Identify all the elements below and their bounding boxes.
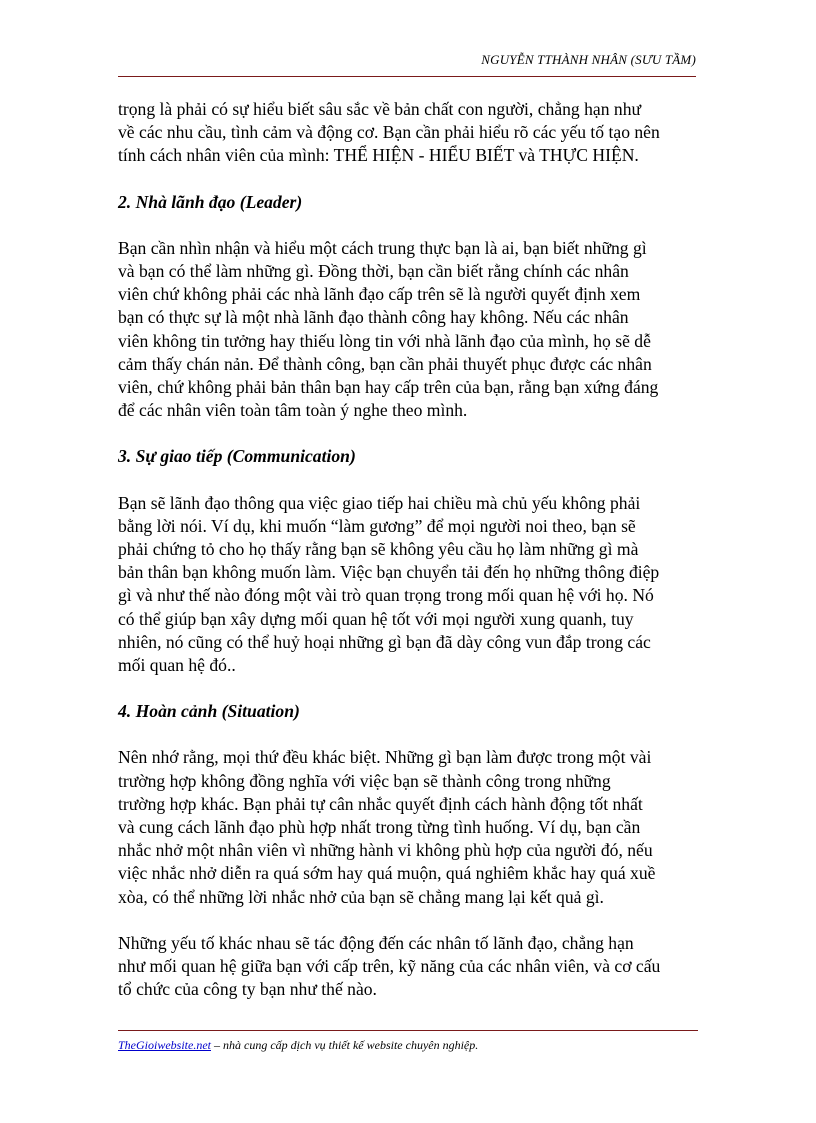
- text-line: việc nhắc nhở diễn ra quá sớm hay quá muộn, quá nghiêm khắc hay quá xuề: [118, 863, 656, 884]
- section-heading-leader: 2. Nhà lãnh đạo (Leader): [118, 191, 303, 212]
- footer-tagline: – nhà cung cấp dịch vụ thiết kế website chuyên nghiệp.: [211, 1038, 479, 1052]
- text-line: về các nhu cầu, tình cảm và động cơ. Bạn cần phải hiểu rõ các yếu tố tạo nên: [118, 122, 660, 143]
- text-line: cảm thấy chán nản. Để thành công, bạn cần phải thuyết phục được các nhân: [118, 353, 652, 374]
- text-line: bạn có thực sự là một nhà lãnh đạo thành công hay không. Nếu các nhân: [118, 307, 629, 328]
- communication-paragraph: [118, 492, 698, 678]
- text-line: Bạn sẽ lãnh đạo thông qua việc giao tiếp hai chiều mà chủ yếu không phải: [118, 492, 641, 513]
- text-line: phải chứng tỏ cho họ thấy rằng bạn sẽ không yêu cầu họ làm những gì mà: [118, 539, 639, 560]
- website-link[interactable]: TheGioiwebsite.net: [118, 1038, 211, 1052]
- section-heading-communication: 3. Sự giao tiếp (Communication): [118, 446, 356, 467]
- footer-text: [118, 1038, 478, 1053]
- text-line: trọng là phải có sự hiểu biết sâu sắc về bản chất con người, chẳng hạn như: [118, 99, 642, 119]
- text-line: trường hợp khác. Bạn phải tự cân nhắc quyết định cách hành động tốt nhất: [118, 793, 643, 814]
- text-line: Những yếu tố khác nhau sẽ tác động đến các nhân tố lãnh đạo, chẳng hạn: [118, 932, 634, 953]
- header-text: NGUYỄN TTHÀNH NHÂN (SƯU TẦM): [481, 52, 696, 67]
- text-line: viên chứ không phải các nhà lãnh đạo cấp trên sẽ là người quyết định xem: [118, 284, 641, 305]
- text-line: Bạn cần nhìn nhận và hiểu một cách trung thực bạn là ai, bạn biết những gì: [118, 237, 647, 258]
- situation-paragraph: [118, 746, 698, 908]
- text-line: để các nhân viên toàn tâm toàn ý nghe theo mình.: [118, 400, 468, 421]
- text-line: và cung cách lãnh đạo phù hợp nhất trong từng tình huống. Ví dụ, bạn cần: [118, 817, 641, 838]
- text-line: tổ chức của công ty bạn như thế nào.: [118, 979, 377, 1000]
- text-line: xòa, có thể những lời nhắc nhở của bạn sẽ chẳng mang lại kết quả gì.: [118, 886, 604, 907]
- intro-paragraph: [118, 98, 698, 168]
- text-line: Nên nhớ rằng, mọi thứ đều khác biệt. Những gì bạn làm được trong một vài: [118, 747, 652, 768]
- factors-paragraph: [118, 932, 698, 1002]
- leader-paragraph: [118, 237, 698, 423]
- text-line: và bạn có thể làm những gì. Đồng thời, bạn cần biết rằng chính các nhân: [118, 261, 629, 282]
- text-line: gì và như thế nào đóng một vài trò quan trọng trong mối quan hệ với họ. Nó: [118, 585, 654, 606]
- text-line: bản thân bạn không muốn làm. Việc bạn chuyển tải đến họ những thông điệp: [118, 562, 660, 583]
- text-line: như mối quan hệ giữa bạn với cấp trên, kỹ năng của các nhân viên, và cơ cấu: [118, 956, 661, 977]
- page-header: [118, 48, 696, 77]
- text-line: bằng lời nói. Ví dụ, khi muốn “làm gương” để mọi người noi theo, bạn sẽ: [118, 515, 636, 536]
- text-line: nhiên, nó cũng có thể huỷ hoại những gì bạn đã dày công vun đắp trong các: [118, 631, 651, 652]
- text-line: trường hợp không đồng nghĩa với việc bạn sẽ thành công trong những: [118, 770, 611, 791]
- text-line: mối quan hệ đó..: [118, 655, 236, 676]
- text-line: có thể giúp bạn xây dựng mối quan hệ tốt với mọi người xung quanh, tuy: [118, 608, 634, 629]
- page-footer: [118, 1030, 698, 1055]
- section-heading-situation: 4. Hoàn cảnh (Situation): [118, 701, 300, 722]
- text-line: tính cách nhân viên của mình: THỂ HIỆN - HIỂU BIẾT và THỰC HIỆN.: [118, 145, 639, 166]
- text-line: viên, chứ không phải bản thân bạn hay cấp trên của bạn, rằng bạn xứng đáng: [118, 377, 659, 398]
- text-line: viên không tin tưởng hay thiếu lòng tin với nhà lãnh đạo của mình, họ sẽ dễ: [118, 330, 651, 351]
- text-line: nhắc nhở một nhân viên vì những hành vi không phù hợp của người đó, nếu: [118, 840, 653, 861]
- document-body: [118, 98, 698, 1025]
